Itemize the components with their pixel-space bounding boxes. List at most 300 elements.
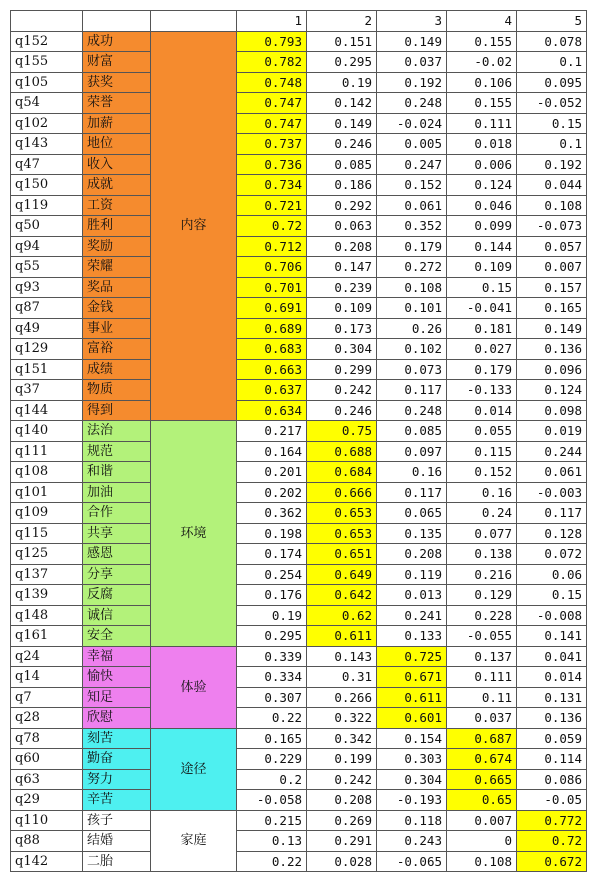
loading-cell-factor-4[interactable]: 0.155 [447, 31, 517, 52]
loading-cell-factor-4[interactable]: 0.018 [447, 134, 517, 155]
loading-cell-factor-1[interactable]: 0.362 [237, 503, 307, 524]
group-label-cell[interactable]: 途径 [151, 728, 237, 810]
item-label-cell[interactable]: 加薪 [83, 113, 151, 134]
loading-cell-factor-4[interactable]: 0.129 [447, 585, 517, 606]
loading-cell-factor-4[interactable]: 0.099 [447, 216, 517, 237]
loading-cell-factor-4[interactable]: -0.02 [447, 52, 517, 73]
loading-cell-factor-5[interactable]: 0.141 [517, 626, 587, 647]
loading-cell-factor-2[interactable]: 0.653 [307, 523, 377, 544]
loading-cell-factor-4[interactable]: 0.124 [447, 175, 517, 196]
loading-cell-factor-1[interactable]: 0.689 [237, 318, 307, 339]
header-cell-factor-1[interactable]: 1 [237, 11, 307, 32]
item-id-cell[interactable]: q93 [11, 277, 83, 298]
loading-cell-factor-2[interactable]: 0.242 [307, 380, 377, 401]
loading-cell-factor-4[interactable]: 0.228 [447, 605, 517, 626]
loading-cell-factor-5[interactable]: 0.041 [517, 646, 587, 667]
item-label-cell[interactable]: 反腐 [83, 585, 151, 606]
loading-cell-factor-2[interactable]: 0.151 [307, 31, 377, 52]
loading-cell-factor-1[interactable]: 0.637 [237, 380, 307, 401]
item-id-cell[interactable]: q137 [11, 564, 83, 585]
loading-cell-factor-1[interactable]: 0.202 [237, 482, 307, 503]
item-id-cell[interactable]: q29 [11, 790, 83, 811]
loading-cell-factor-5[interactable]: 0.15 [517, 113, 587, 134]
item-id-cell[interactable]: q50 [11, 216, 83, 237]
item-label-cell[interactable]: 地位 [83, 134, 151, 155]
loading-cell-factor-2[interactable]: 0.291 [307, 831, 377, 852]
loading-cell-factor-5[interactable]: 0.095 [517, 72, 587, 93]
item-id-cell[interactable]: q101 [11, 482, 83, 503]
loading-cell-factor-3[interactable]: -0.193 [377, 790, 447, 811]
item-id-cell[interactable]: q28 [11, 708, 83, 729]
loading-cell-factor-3[interactable]: 0.065 [377, 503, 447, 524]
loading-cell-factor-4[interactable]: 0.111 [447, 667, 517, 688]
group-label-cell[interactable]: 环境 [151, 421, 237, 647]
item-label-cell[interactable]: 努力 [83, 769, 151, 790]
header-cell-item[interactable] [11, 11, 83, 32]
loading-cell-factor-2[interactable]: 0.322 [307, 708, 377, 729]
loading-cell-factor-2[interactable]: 0.653 [307, 503, 377, 524]
loading-cell-factor-1[interactable]: 0.201 [237, 462, 307, 483]
loading-cell-factor-5[interactable]: 0.086 [517, 769, 587, 790]
item-label-cell[interactable]: 金钱 [83, 298, 151, 319]
loading-cell-factor-1[interactable]: 0.691 [237, 298, 307, 319]
item-label-cell[interactable]: 得到 [83, 400, 151, 421]
loading-cell-factor-4[interactable]: 0.11 [447, 687, 517, 708]
item-id-cell[interactable]: q139 [11, 585, 83, 606]
loading-cell-factor-5[interactable]: 0.06 [517, 564, 587, 585]
loading-cell-factor-3[interactable]: 0.073 [377, 359, 447, 380]
loading-cell-factor-5[interactable]: 0.108 [517, 195, 587, 216]
item-id-cell[interactable]: q108 [11, 462, 83, 483]
loading-cell-factor-3[interactable]: 0.725 [377, 646, 447, 667]
loading-cell-factor-5[interactable]: 0.057 [517, 236, 587, 257]
loading-cell-factor-4[interactable]: 0.665 [447, 769, 517, 790]
loading-cell-factor-3[interactable]: 0.119 [377, 564, 447, 585]
loading-cell-factor-3[interactable]: 0.272 [377, 257, 447, 278]
loading-cell-factor-2[interactable]: 0.246 [307, 400, 377, 421]
loading-cell-factor-4[interactable]: 0.144 [447, 236, 517, 257]
item-label-cell[interactable]: 愉快 [83, 667, 151, 688]
item-label-cell[interactable]: 规范 [83, 441, 151, 462]
item-id-cell[interactable]: q150 [11, 175, 83, 196]
loading-cell-factor-4[interactable]: 0.077 [447, 523, 517, 544]
item-id-cell[interactable]: q129 [11, 339, 83, 360]
loading-cell-factor-1[interactable]: 0.634 [237, 400, 307, 421]
loading-cell-factor-2[interactable]: 0.142 [307, 93, 377, 114]
item-id-cell[interactable]: q111 [11, 441, 83, 462]
loading-cell-factor-1[interactable]: -0.058 [237, 790, 307, 811]
loading-cell-factor-5[interactable]: 0.244 [517, 441, 587, 462]
item-id-cell[interactable]: q47 [11, 154, 83, 175]
item-label-cell[interactable]: 法治 [83, 421, 151, 442]
item-id-cell[interactable]: q148 [11, 605, 83, 626]
item-id-cell[interactable]: q144 [11, 400, 83, 421]
loading-cell-factor-3[interactable]: 0.352 [377, 216, 447, 237]
loading-cell-factor-5[interactable]: 0.136 [517, 339, 587, 360]
loading-cell-factor-1[interactable]: 0.165 [237, 728, 307, 749]
loading-cell-factor-1[interactable]: 0.782 [237, 52, 307, 73]
item-label-cell[interactable]: 成就 [83, 175, 151, 196]
loading-cell-factor-2[interactable]: 0.186 [307, 175, 377, 196]
loading-cell-factor-1[interactable]: 0.663 [237, 359, 307, 380]
loading-cell-factor-4[interactable]: 0.152 [447, 462, 517, 483]
loading-cell-factor-2[interactable]: 0.642 [307, 585, 377, 606]
loading-cell-factor-3[interactable]: 0.152 [377, 175, 447, 196]
item-label-cell[interactable]: 知足 [83, 687, 151, 708]
loading-cell-factor-4[interactable]: 0.046 [447, 195, 517, 216]
loading-cell-factor-1[interactable]: 0.747 [237, 93, 307, 114]
loading-cell-factor-4[interactable]: 0.108 [447, 851, 517, 872]
loading-cell-factor-1[interactable]: 0.737 [237, 134, 307, 155]
item-id-cell[interactable]: q87 [11, 298, 83, 319]
item-id-cell[interactable]: q110 [11, 810, 83, 831]
loading-cell-factor-2[interactable]: 0.688 [307, 441, 377, 462]
item-label-cell[interactable]: 财富 [83, 52, 151, 73]
loading-cell-factor-3[interactable]: 0.149 [377, 31, 447, 52]
header-cell-factor-4[interactable]: 4 [447, 11, 517, 32]
loading-cell-factor-2[interactable]: 0.651 [307, 544, 377, 565]
item-id-cell[interactable]: q155 [11, 52, 83, 73]
loading-cell-factor-2[interactable]: 0.342 [307, 728, 377, 749]
item-id-cell[interactable]: q105 [11, 72, 83, 93]
loading-cell-factor-5[interactable]: -0.052 [517, 93, 587, 114]
loading-cell-factor-1[interactable]: 0.174 [237, 544, 307, 565]
loading-cell-factor-2[interactable]: 0.304 [307, 339, 377, 360]
loading-cell-factor-3[interactable]: 0.247 [377, 154, 447, 175]
loading-cell-factor-2[interactable]: 0.199 [307, 749, 377, 770]
loading-cell-factor-4[interactable]: 0.674 [447, 749, 517, 770]
loading-cell-factor-5[interactable]: 0.149 [517, 318, 587, 339]
loading-cell-factor-1[interactable]: 0.734 [237, 175, 307, 196]
item-id-cell[interactable]: q142 [11, 851, 83, 872]
loading-cell-factor-2[interactable]: 0.208 [307, 790, 377, 811]
group-label-cell[interactable]: 内容 [151, 31, 237, 421]
loading-cell-factor-4[interactable]: 0.106 [447, 72, 517, 93]
loading-cell-factor-2[interactable]: 0.063 [307, 216, 377, 237]
item-label-cell[interactable]: 合作 [83, 503, 151, 524]
loading-cell-factor-5[interactable]: -0.05 [517, 790, 587, 811]
loading-cell-factor-3[interactable]: 0.671 [377, 667, 447, 688]
item-label-cell[interactable]: 共享 [83, 523, 151, 544]
loading-cell-factor-5[interactable]: 0.1 [517, 52, 587, 73]
loading-cell-factor-5[interactable]: 0.136 [517, 708, 587, 729]
loading-cell-factor-4[interactable]: 0.109 [447, 257, 517, 278]
loading-cell-factor-5[interactable]: 0.096 [517, 359, 587, 380]
loading-cell-factor-4[interactable]: -0.041 [447, 298, 517, 319]
item-label-cell[interactable]: 加油 [83, 482, 151, 503]
loading-cell-factor-3[interactable]: 0.179 [377, 236, 447, 257]
loading-cell-factor-2[interactable]: 0.208 [307, 236, 377, 257]
item-label-cell[interactable]: 二胎 [83, 851, 151, 872]
loading-cell-factor-5[interactable]: 0.014 [517, 667, 587, 688]
loading-cell-factor-3[interactable]: 0.248 [377, 400, 447, 421]
item-label-cell[interactable]: 奖励 [83, 236, 151, 257]
item-label-cell[interactable]: 安全 [83, 626, 151, 647]
item-label-cell[interactable]: 感恩 [83, 544, 151, 565]
loading-cell-factor-1[interactable]: 0.22 [237, 708, 307, 729]
loading-cell-factor-3[interactable]: 0.085 [377, 421, 447, 442]
loading-cell-factor-3[interactable]: 0.005 [377, 134, 447, 155]
loading-cell-factor-5[interactable]: 0.114 [517, 749, 587, 770]
loading-cell-factor-3[interactable]: 0.154 [377, 728, 447, 749]
loading-cell-factor-5[interactable]: 0.772 [517, 810, 587, 831]
item-id-cell[interactable]: q49 [11, 318, 83, 339]
loading-cell-factor-3[interactable]: 0.133 [377, 626, 447, 647]
loading-cell-factor-2[interactable]: 0.266 [307, 687, 377, 708]
header-cell-group[interactable] [151, 11, 237, 32]
loading-cell-factor-4[interactable]: 0.037 [447, 708, 517, 729]
loading-cell-factor-1[interactable]: 0.748 [237, 72, 307, 93]
loading-cell-factor-3[interactable]: 0.108 [377, 277, 447, 298]
loading-cell-factor-4[interactable]: 0.155 [447, 93, 517, 114]
loading-cell-factor-2[interactable]: 0.147 [307, 257, 377, 278]
header-cell-factor-5[interactable]: 5 [517, 11, 587, 32]
loading-cell-factor-5[interactable]: 0.131 [517, 687, 587, 708]
item-label-cell[interactable]: 和谐 [83, 462, 151, 483]
group-label-cell[interactable]: 家庭 [151, 810, 237, 872]
item-id-cell[interactable]: q78 [11, 728, 83, 749]
loading-cell-factor-4[interactable]: -0.133 [447, 380, 517, 401]
item-label-cell[interactable]: 工资 [83, 195, 151, 216]
loading-cell-factor-1[interactable]: 0.701 [237, 277, 307, 298]
loading-cell-factor-1[interactable]: 0.339 [237, 646, 307, 667]
item-id-cell[interactable]: q125 [11, 544, 83, 565]
header-cell-label[interactable] [83, 11, 151, 32]
loading-cell-factor-5[interactable]: -0.073 [517, 216, 587, 237]
loading-cell-factor-3[interactable]: 0.303 [377, 749, 447, 770]
item-id-cell[interactable]: q88 [11, 831, 83, 852]
loading-cell-factor-5[interactable]: 0.061 [517, 462, 587, 483]
loading-cell-factor-5[interactable]: -0.003 [517, 482, 587, 503]
loading-cell-factor-1[interactable]: 0.217 [237, 421, 307, 442]
loading-cell-factor-5[interactable]: 0.117 [517, 503, 587, 524]
loading-cell-factor-2[interactable]: 0.173 [307, 318, 377, 339]
loading-cell-factor-4[interactable]: 0.16 [447, 482, 517, 503]
loading-cell-factor-5[interactable]: 0.15 [517, 585, 587, 606]
loading-cell-factor-1[interactable]: 0.706 [237, 257, 307, 278]
loading-cell-factor-4[interactable]: 0.111 [447, 113, 517, 134]
loading-cell-factor-2[interactable]: 0.295 [307, 52, 377, 73]
loading-cell-factor-1[interactable]: 0.164 [237, 441, 307, 462]
item-id-cell[interactable]: q161 [11, 626, 83, 647]
loading-cell-factor-4[interactable]: 0.138 [447, 544, 517, 565]
loading-cell-factor-5[interactable]: 0.672 [517, 851, 587, 872]
item-id-cell[interactable]: q102 [11, 113, 83, 134]
loading-cell-factor-5[interactable]: 0.124 [517, 380, 587, 401]
loading-cell-factor-5[interactable]: 0.157 [517, 277, 587, 298]
item-label-cell[interactable]: 成功 [83, 31, 151, 52]
loading-cell-factor-2[interactable]: 0.292 [307, 195, 377, 216]
item-id-cell[interactable]: q115 [11, 523, 83, 544]
loading-cell-factor-4[interactable]: 0.24 [447, 503, 517, 524]
header-cell-factor-2[interactable]: 2 [307, 11, 377, 32]
loading-cell-factor-3[interactable]: 0.061 [377, 195, 447, 216]
item-id-cell[interactable]: q60 [11, 749, 83, 770]
item-id-cell[interactable]: q109 [11, 503, 83, 524]
item-id-cell[interactable]: q119 [11, 195, 83, 216]
loading-cell-factor-1[interactable]: 0.683 [237, 339, 307, 360]
loading-cell-factor-4[interactable]: 0.115 [447, 441, 517, 462]
loading-cell-factor-3[interactable]: 0.117 [377, 380, 447, 401]
loading-cell-factor-4[interactable]: 0.006 [447, 154, 517, 175]
item-label-cell[interactable]: 诚信 [83, 605, 151, 626]
loading-cell-factor-3[interactable]: 0.16 [377, 462, 447, 483]
item-label-cell[interactable]: 辛苦 [83, 790, 151, 811]
loading-cell-factor-1[interactable]: 0.215 [237, 810, 307, 831]
loading-cell-factor-3[interactable]: 0.135 [377, 523, 447, 544]
loading-cell-factor-3[interactable]: 0.102 [377, 339, 447, 360]
loading-cell-factor-1[interactable]: 0.2 [237, 769, 307, 790]
loading-cell-factor-4[interactable]: 0.014 [447, 400, 517, 421]
loading-cell-factor-3[interactable]: 0.208 [377, 544, 447, 565]
loading-cell-factor-1[interactable]: 0.254 [237, 564, 307, 585]
loading-cell-factor-2[interactable]: 0.19 [307, 72, 377, 93]
loading-cell-factor-3[interactable]: 0.117 [377, 482, 447, 503]
loading-cell-factor-2[interactable]: 0.239 [307, 277, 377, 298]
loading-cell-factor-2[interactable]: 0.649 [307, 564, 377, 585]
loading-cell-factor-2[interactable]: 0.143 [307, 646, 377, 667]
loading-cell-factor-4[interactable]: 0 [447, 831, 517, 852]
loading-cell-factor-2[interactable]: 0.684 [307, 462, 377, 483]
item-id-cell[interactable]: q14 [11, 667, 83, 688]
item-label-cell[interactable]: 欣慰 [83, 708, 151, 729]
loading-cell-factor-5[interactable]: 0.059 [517, 728, 587, 749]
loading-cell-factor-5[interactable]: 0.1 [517, 134, 587, 155]
loading-cell-factor-3[interactable]: -0.024 [377, 113, 447, 134]
loading-cell-factor-3[interactable]: 0.241 [377, 605, 447, 626]
item-id-cell[interactable]: q55 [11, 257, 83, 278]
loading-cell-factor-1[interactable]: 0.13 [237, 831, 307, 852]
loading-cell-factor-3[interactable]: 0.248 [377, 93, 447, 114]
header-cell-factor-3[interactable]: 3 [377, 11, 447, 32]
item-id-cell[interactable]: q152 [11, 31, 83, 52]
loading-cell-factor-3[interactable]: 0.611 [377, 687, 447, 708]
item-label-cell[interactable]: 荣耀 [83, 257, 151, 278]
loading-cell-factor-3[interactable]: 0.101 [377, 298, 447, 319]
item-label-cell[interactable]: 孩子 [83, 810, 151, 831]
item-label-cell[interactable]: 结婚 [83, 831, 151, 852]
loading-cell-factor-1[interactable]: 0.721 [237, 195, 307, 216]
loading-cell-factor-4[interactable]: 0.007 [447, 810, 517, 831]
item-id-cell[interactable]: q94 [11, 236, 83, 257]
loading-cell-factor-2[interactable]: 0.62 [307, 605, 377, 626]
item-label-cell[interactable]: 富裕 [83, 339, 151, 360]
loading-cell-factor-5[interactable]: -0.008 [517, 605, 587, 626]
loading-cell-factor-2[interactable]: 0.611 [307, 626, 377, 647]
item-label-cell[interactable]: 成绩 [83, 359, 151, 380]
loading-cell-factor-1[interactable]: 0.19 [237, 605, 307, 626]
item-label-cell[interactable]: 收入 [83, 154, 151, 175]
loading-cell-factor-2[interactable]: 0.149 [307, 113, 377, 134]
item-label-cell[interactable]: 胜利 [83, 216, 151, 237]
item-id-cell[interactable]: q63 [11, 769, 83, 790]
loading-cell-factor-3[interactable]: 0.097 [377, 441, 447, 462]
item-label-cell[interactable]: 幸福 [83, 646, 151, 667]
item-id-cell[interactable]: q24 [11, 646, 83, 667]
loading-cell-factor-3[interactable]: 0.26 [377, 318, 447, 339]
loading-cell-factor-2[interactable]: 0.246 [307, 134, 377, 155]
loading-cell-factor-5[interactable]: 0.007 [517, 257, 587, 278]
loading-cell-factor-1[interactable]: 0.229 [237, 749, 307, 770]
loading-cell-factor-1[interactable]: 0.793 [237, 31, 307, 52]
loading-cell-factor-5[interactable]: 0.019 [517, 421, 587, 442]
item-id-cell[interactable]: q151 [11, 359, 83, 380]
item-label-cell[interactable]: 获奖 [83, 72, 151, 93]
loading-cell-factor-1[interactable]: 0.712 [237, 236, 307, 257]
loading-cell-factor-2[interactable]: 0.028 [307, 851, 377, 872]
loading-cell-factor-3[interactable]: 0.037 [377, 52, 447, 73]
loading-cell-factor-5[interactable]: 0.128 [517, 523, 587, 544]
loading-cell-factor-4[interactable]: 0.15 [447, 277, 517, 298]
loading-cell-factor-3[interactable]: -0.065 [377, 851, 447, 872]
loading-cell-factor-4[interactable]: 0.181 [447, 318, 517, 339]
loading-cell-factor-4[interactable]: 0.055 [447, 421, 517, 442]
loading-cell-factor-1[interactable]: 0.22 [237, 851, 307, 872]
loading-cell-factor-4[interactable]: 0.216 [447, 564, 517, 585]
loading-cell-factor-5[interactable]: 0.078 [517, 31, 587, 52]
loading-cell-factor-1[interactable]: 0.307 [237, 687, 307, 708]
loading-cell-factor-2[interactable]: 0.109 [307, 298, 377, 319]
loading-cell-factor-3[interactable]: 0.192 [377, 72, 447, 93]
loading-cell-factor-4[interactable]: 0.65 [447, 790, 517, 811]
item-label-cell[interactable]: 分享 [83, 564, 151, 585]
item-label-cell[interactable]: 勤奋 [83, 749, 151, 770]
loading-cell-factor-2[interactable]: 0.666 [307, 482, 377, 503]
loading-cell-factor-5[interactable]: 0.044 [517, 175, 587, 196]
item-id-cell[interactable]: q143 [11, 134, 83, 155]
loading-cell-factor-1[interactable]: 0.736 [237, 154, 307, 175]
loading-cell-factor-3[interactable]: 0.013 [377, 585, 447, 606]
item-id-cell[interactable]: q37 [11, 380, 83, 401]
loading-cell-factor-1[interactable]: 0.334 [237, 667, 307, 688]
item-label-cell[interactable]: 事业 [83, 318, 151, 339]
loading-cell-factor-2[interactable]: 0.085 [307, 154, 377, 175]
item-id-cell[interactable]: q140 [11, 421, 83, 442]
loading-cell-factor-1[interactable]: 0.295 [237, 626, 307, 647]
loading-cell-factor-2[interactable]: 0.242 [307, 769, 377, 790]
loading-cell-factor-1[interactable]: 0.747 [237, 113, 307, 134]
loading-cell-factor-4[interactable]: 0.137 [447, 646, 517, 667]
loading-cell-factor-5[interactable]: 0.165 [517, 298, 587, 319]
loading-cell-factor-2[interactable]: 0.31 [307, 667, 377, 688]
loading-cell-factor-5[interactable]: 0.192 [517, 154, 587, 175]
loading-cell-factor-2[interactable]: 0.299 [307, 359, 377, 380]
loading-cell-factor-5[interactable]: 0.72 [517, 831, 587, 852]
loading-cell-factor-5[interactable]: 0.072 [517, 544, 587, 565]
item-id-cell[interactable]: q7 [11, 687, 83, 708]
item-label-cell[interactable]: 刻苦 [83, 728, 151, 749]
loading-cell-factor-1[interactable]: 0.72 [237, 216, 307, 237]
item-label-cell[interactable]: 物质 [83, 380, 151, 401]
loading-cell-factor-4[interactable]: 0.687 [447, 728, 517, 749]
loading-cell-factor-5[interactable]: 0.098 [517, 400, 587, 421]
item-id-cell[interactable]: q54 [11, 93, 83, 114]
loading-cell-factor-1[interactable]: 0.176 [237, 585, 307, 606]
item-label-cell[interactable]: 奖品 [83, 277, 151, 298]
group-label-cell[interactable]: 体验 [151, 646, 237, 728]
loading-cell-factor-4[interactable]: 0.027 [447, 339, 517, 360]
loading-cell-factor-3[interactable]: 0.243 [377, 831, 447, 852]
loading-cell-factor-2[interactable]: 0.75 [307, 421, 377, 442]
loading-cell-factor-4[interactable]: -0.055 [447, 626, 517, 647]
loading-cell-factor-2[interactable]: 0.269 [307, 810, 377, 831]
loading-cell-factor-4[interactable]: 0.179 [447, 359, 517, 380]
loading-cell-factor-3[interactable]: 0.118 [377, 810, 447, 831]
item-label-cell[interactable]: 荣誉 [83, 93, 151, 114]
loading-cell-factor-3[interactable]: 0.601 [377, 708, 447, 729]
loading-cell-factor-1[interactable]: 0.198 [237, 523, 307, 544]
loading-cell-factor-3[interactable]: 0.304 [377, 769, 447, 790]
